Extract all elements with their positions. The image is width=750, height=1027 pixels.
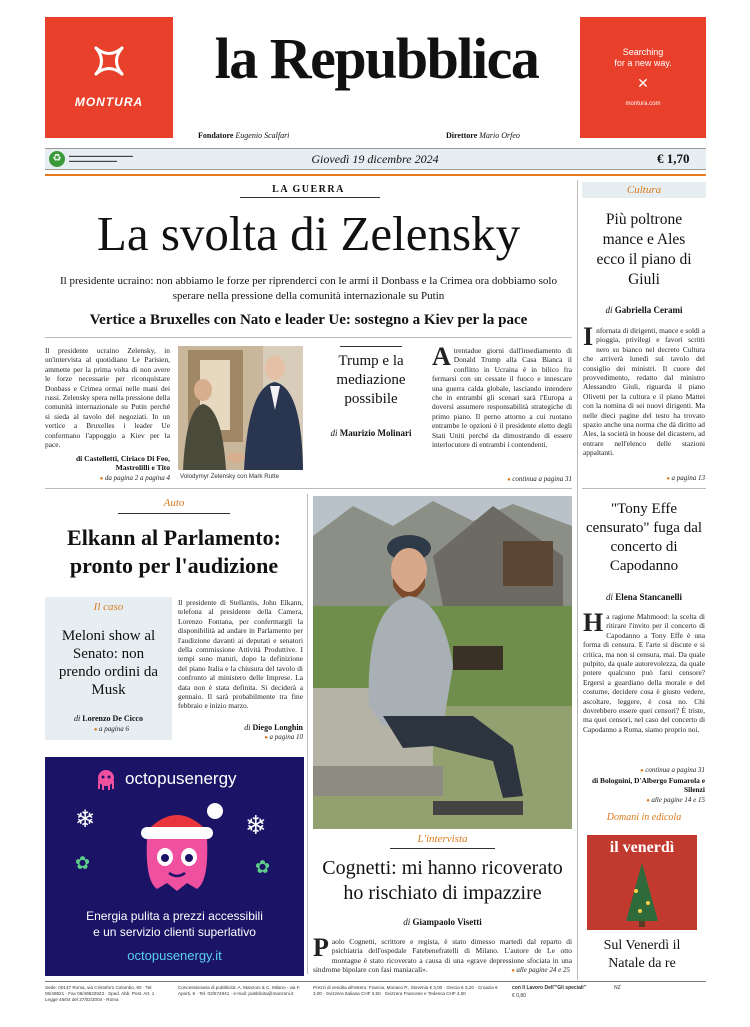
close-x-icon: ✕ (637, 75, 649, 91)
caso-byline (49, 714, 168, 723)
tony-byline-name: Elena Stancanelli (615, 592, 683, 602)
trump-body-text: trentadue giorni dall'insediamento di Donald Trump alla Casa Bianca il conflitto in Ucraina è in bilico fra fermarsi con un cessate il fuoco e innescare una guerra calda globale, lasciando intendere che in entrambi gli scenari sarà l'Europa a doversi assumere responsabilità strategiche di primo piano. Il perno attorno a cui ruotano entrambe le opzioni è il presidente eletto degli Stati Uniti perché da dimostrando di essere interlocutore di entrambi i contendenti. (432, 346, 572, 450)
founder-name: Eugenio Scalfari (235, 131, 290, 140)
recycle-icon: ♻ (49, 151, 65, 167)
caso-kicker: Il caso (93, 601, 124, 613)
trump-byline (316, 428, 426, 438)
caso-continue[interactable]: ● a pagina 6 (49, 725, 129, 733)
culture-byline-name: Gabriella Cerami (614, 305, 683, 315)
date-bar (45, 148, 706, 170)
tony-byline (582, 592, 706, 602)
octopus-logo-icon (95, 769, 117, 791)
caso-box[interactable] (45, 597, 172, 740)
date-bar-fineprint: ▬▬▬▬▬▬▬▬▬▬▬▬▬▬▬▬ ▬▬▬▬▬▬▬▬▬▬▬▬ (69, 153, 133, 163)
interview-continue[interactable]: ● alle pagine 24 e 25 (440, 966, 570, 974)
founder-line (198, 131, 289, 140)
venerdi-cover[interactable] (587, 835, 697, 930)
footer-col2: Concessionaria di pubblicità: A. Manzoni & C. Milano - via F. Aporti, 8 · Tel. 02/574941 · e-mail: pubblicita@manzoni.it (178, 985, 301, 996)
issue-date: Giovedì 19 dicembre 2024 (311, 152, 439, 166)
snowflake-icon-left: ❄ (75, 805, 96, 833)
tony-continue2[interactable]: ● alle pagine 14 e 15 (583, 796, 705, 804)
director-name: Mario Orfeo (479, 131, 520, 140)
culture-body-text: nfornata di dirigenti, mance e soldi a pioggia, privilegi e favori scritti nero su bianco nel decreto Cultura che arriverà lunedì sul tavolo del consiglio dei ministri. Il cuore del provvedimento, redatto dal ministro Alessandro Giuli, riguarda il piano Olivetti per la cultura e il piano Mattei con la nomina di sei nuovi dirigenti. Ma nelle dieci pagine del testo ha trovato spazio anche una norma che dà diritto ad Ales, la società in house del dicastero, ad entrare nell'elenco delle stazioni appaltanti. (583, 326, 705, 458)
trump-continue[interactable]: ● continua a pagina 31 (432, 475, 572, 483)
price: € 1,70 (657, 151, 690, 166)
caso-headline: Meloni show al Senato: non prendo ordini da Musk (58, 628, 159, 698)
auto-body: Il presidente di Stellantis, John Elkann, telefona al presidente della Camera, Lorenzo Fontana, per confermargli la disponibilità ad andare in Parlamento per l'audizione davanti ai deputati e senatori della commissione Attività Produttive. I tempi sono maturi, dopo la definizione del piano Italia e la chiusura del tavolo di confronto al ministero delle Imprese. La data non è stata definita. Si deciderà a gennaio. Il sarà probabilmente tra fine febbraio e inizio marzo. (178, 598, 303, 711)
octopus-brand: octopusenergy (125, 769, 237, 788)
octopus-line1: Energia pulita a prezzi accessibili (86, 909, 263, 923)
lead-byline: di Castelletti, Ciriaco Di Feo, Mastrolilli e Tito (75, 454, 170, 472)
lead-photo (178, 346, 303, 470)
lead-deck: Il presidente ucraino: non abbiamo le forze per riprenderci con le armi il Donbass e la Crimea ora dobbiamo solo sperare nella pressione della comunità internazionale su Putin (60, 275, 557, 302)
interview-byline (313, 917, 572, 927)
montura-logo-icon (91, 43, 127, 79)
montura-brand: MONTURA (74, 95, 144, 109)
trump-dropcap: A (432, 342, 451, 371)
trump-headline[interactable]: Trump e la mediazione possibile (336, 353, 406, 407)
culture-dropcap: I (583, 322, 594, 351)
venerdi-kicker: Domani in edicola (606, 812, 682, 823)
octopus-line2: e un servizio clienti superlativo (93, 925, 256, 939)
auto-kicker: Auto (163, 497, 185, 509)
interview-byline-name: Giampaolo Visetti (412, 917, 482, 927)
director-line (446, 131, 520, 140)
tony-byline-prefix: di (605, 592, 613, 602)
auto-byline-name: Diego Longhin (252, 723, 303, 732)
interview-body-text: aolo Cognetti, scrittore e regista, è stato dimesso martedì dal reparto di psichiatria dell'ospedale Fatebenefratelli di Milano. L'autore de Le otto montagne è stato ricoverato a causa di una «grave depressione sfociata in una sindrome bipolare con fasi maniacali». (313, 937, 572, 975)
venerdi-headline[interactable]: Sul Venerdì il Natale da re (603, 938, 681, 971)
footer-col5: NZ (614, 985, 621, 991)
tony-continue[interactable]: ● continua a pagina 31 (583, 766, 705, 774)
caso-byline-prefix: di (74, 714, 81, 723)
tony-headline[interactable]: "Tony Effe censurato" fuga dal concerto di Capodanno (585, 501, 703, 574)
founder-label: Fondatore (198, 131, 234, 140)
auto-byline (178, 723, 303, 732)
footer-col3: Prezzi di vendita all'estero: Francia, Monaco P., Slovenia € 3,00 · Grecia € 3,20 · Croazia € 3,00 · Svizzera Italiana CHF 3,50 · Svizzera Francese e Tedesca CHF 4,00 (313, 985, 498, 996)
octopus-ad[interactable] (45, 757, 304, 976)
interview-headline[interactable]: Cognetti: mi hanno ricoverato ho rischiato di impazzire (322, 857, 563, 904)
right-ad-line2: for a new way. (614, 58, 672, 68)
montura-ad-right[interactable] (580, 17, 706, 138)
octopus-mascot-icon (127, 797, 227, 897)
auto-continue[interactable]: ● a pagina 10 (178, 733, 303, 741)
lead-body: Il presidente ucraino Zelensky, in un'intervista al quotidiano Le Parisien, ammette per la prima volta di non avere le forze necessarie per riconquistare Donbass e Crimea ormai nelle mani dei russi. Zelensky spera nella pressione della comunità internazionale su Putin perché si sieda al tavolo del negoziati. In un vertice a Bruxelles i leader Ue confermano l'appoggio a Kiev per la pace. (45, 346, 170, 450)
montura-ad-left[interactable] (45, 17, 173, 138)
interview-dropcap: P (313, 933, 329, 962)
footer-col4: con Il Lavoro Dell'"Gli speciali" (512, 985, 587, 991)
footer-col1: Sede: 00147 Roma, via Cristoforo Colombo, 90 · Tel. 06/49821 · Fax 06/49822923 · Sped. Abb. Post. Art. 1 Legge 46/04 del 27/02/2004 - Roma (45, 985, 155, 1002)
culture-continue[interactable]: ● a pagina 13 (583, 474, 705, 482)
caso-byline-name: Lorenzo De Cicco (82, 714, 143, 723)
trump-byline-prefix: di (330, 428, 338, 438)
lead-headline[interactable]: La svolta di Zelensky (96, 206, 521, 261)
director-label: Direttore (446, 131, 478, 140)
christmas-tree-icon (622, 861, 662, 927)
snowflake-icon-right: ❄ (245, 811, 267, 841)
culture-byline-prefix: di (605, 305, 613, 315)
octopus-url: octopusenergy.it (127, 948, 222, 963)
venerdi-cover-title: il venerdì (609, 839, 675, 856)
tony-byline2: di Bolognini, D'Albergo Fumarola e Silenzi (592, 776, 705, 794)
auto-byline-prefix: di (244, 723, 251, 732)
trump-byline-name: Maurizio Molinari (339, 428, 412, 438)
culture-byline (582, 305, 706, 315)
masthead-title: la Repubblica (214, 26, 539, 91)
lead-photo-caption: Volodymyr Zelensky con Mark Rutte (180, 473, 280, 480)
interview-byline-prefix: di (403, 917, 411, 927)
interview-kicker: L'intervista (417, 833, 468, 845)
lead-continue[interactable]: ● da pagina 2 a pagina 4 (45, 474, 170, 482)
tony-dropcap: H (583, 608, 604, 637)
footer-col4b: € 0,80 (512, 993, 526, 999)
tony-body-text: a ragione Mahmood: la scelta di ritirare l'invito per il concerto di Capodanno a Tony Effe è una forma di censura. E l'arte si discute e si critica, ma non si censura, mai. Da quale pulpito, da quale autorevolezza, da quale potere qualcuno può farsi censore? Ergersi a guardiano della morale e del costume, decidere cosa è giusto vedere, ascoltare, leggere, è cosa no. Chi dovrebbero essere quei censori? È triste, ma quei censori, nel caso del concerto di Capodanno a Roma, siamo proprio noi. (583, 612, 705, 734)
lead-subhead[interactable]: Vertice a Bruxelles con Nato e leader Ue: sostegno a Kiev per la pace (89, 312, 528, 328)
holly-icon-right: ✿ (255, 857, 271, 878)
culture-body (583, 322, 705, 476)
auto-headline[interactable]: Elkann al Parlamento: pronto per l'audizione (67, 525, 281, 578)
lead-section-label: LA GUERRA (272, 184, 345, 195)
right-ad-line1: Searching (622, 47, 664, 57)
tony-body (583, 608, 705, 764)
culture-headline[interactable]: Più poltrone mance e Ales ecco il piano di Giuli (596, 211, 692, 288)
cognetti-photo (313, 496, 572, 829)
culture-kicker: Cultura (582, 182, 706, 198)
trump-body (432, 342, 572, 474)
holly-icon-left: ✿ (75, 853, 91, 874)
right-ad-url: montura.com (625, 101, 661, 107)
